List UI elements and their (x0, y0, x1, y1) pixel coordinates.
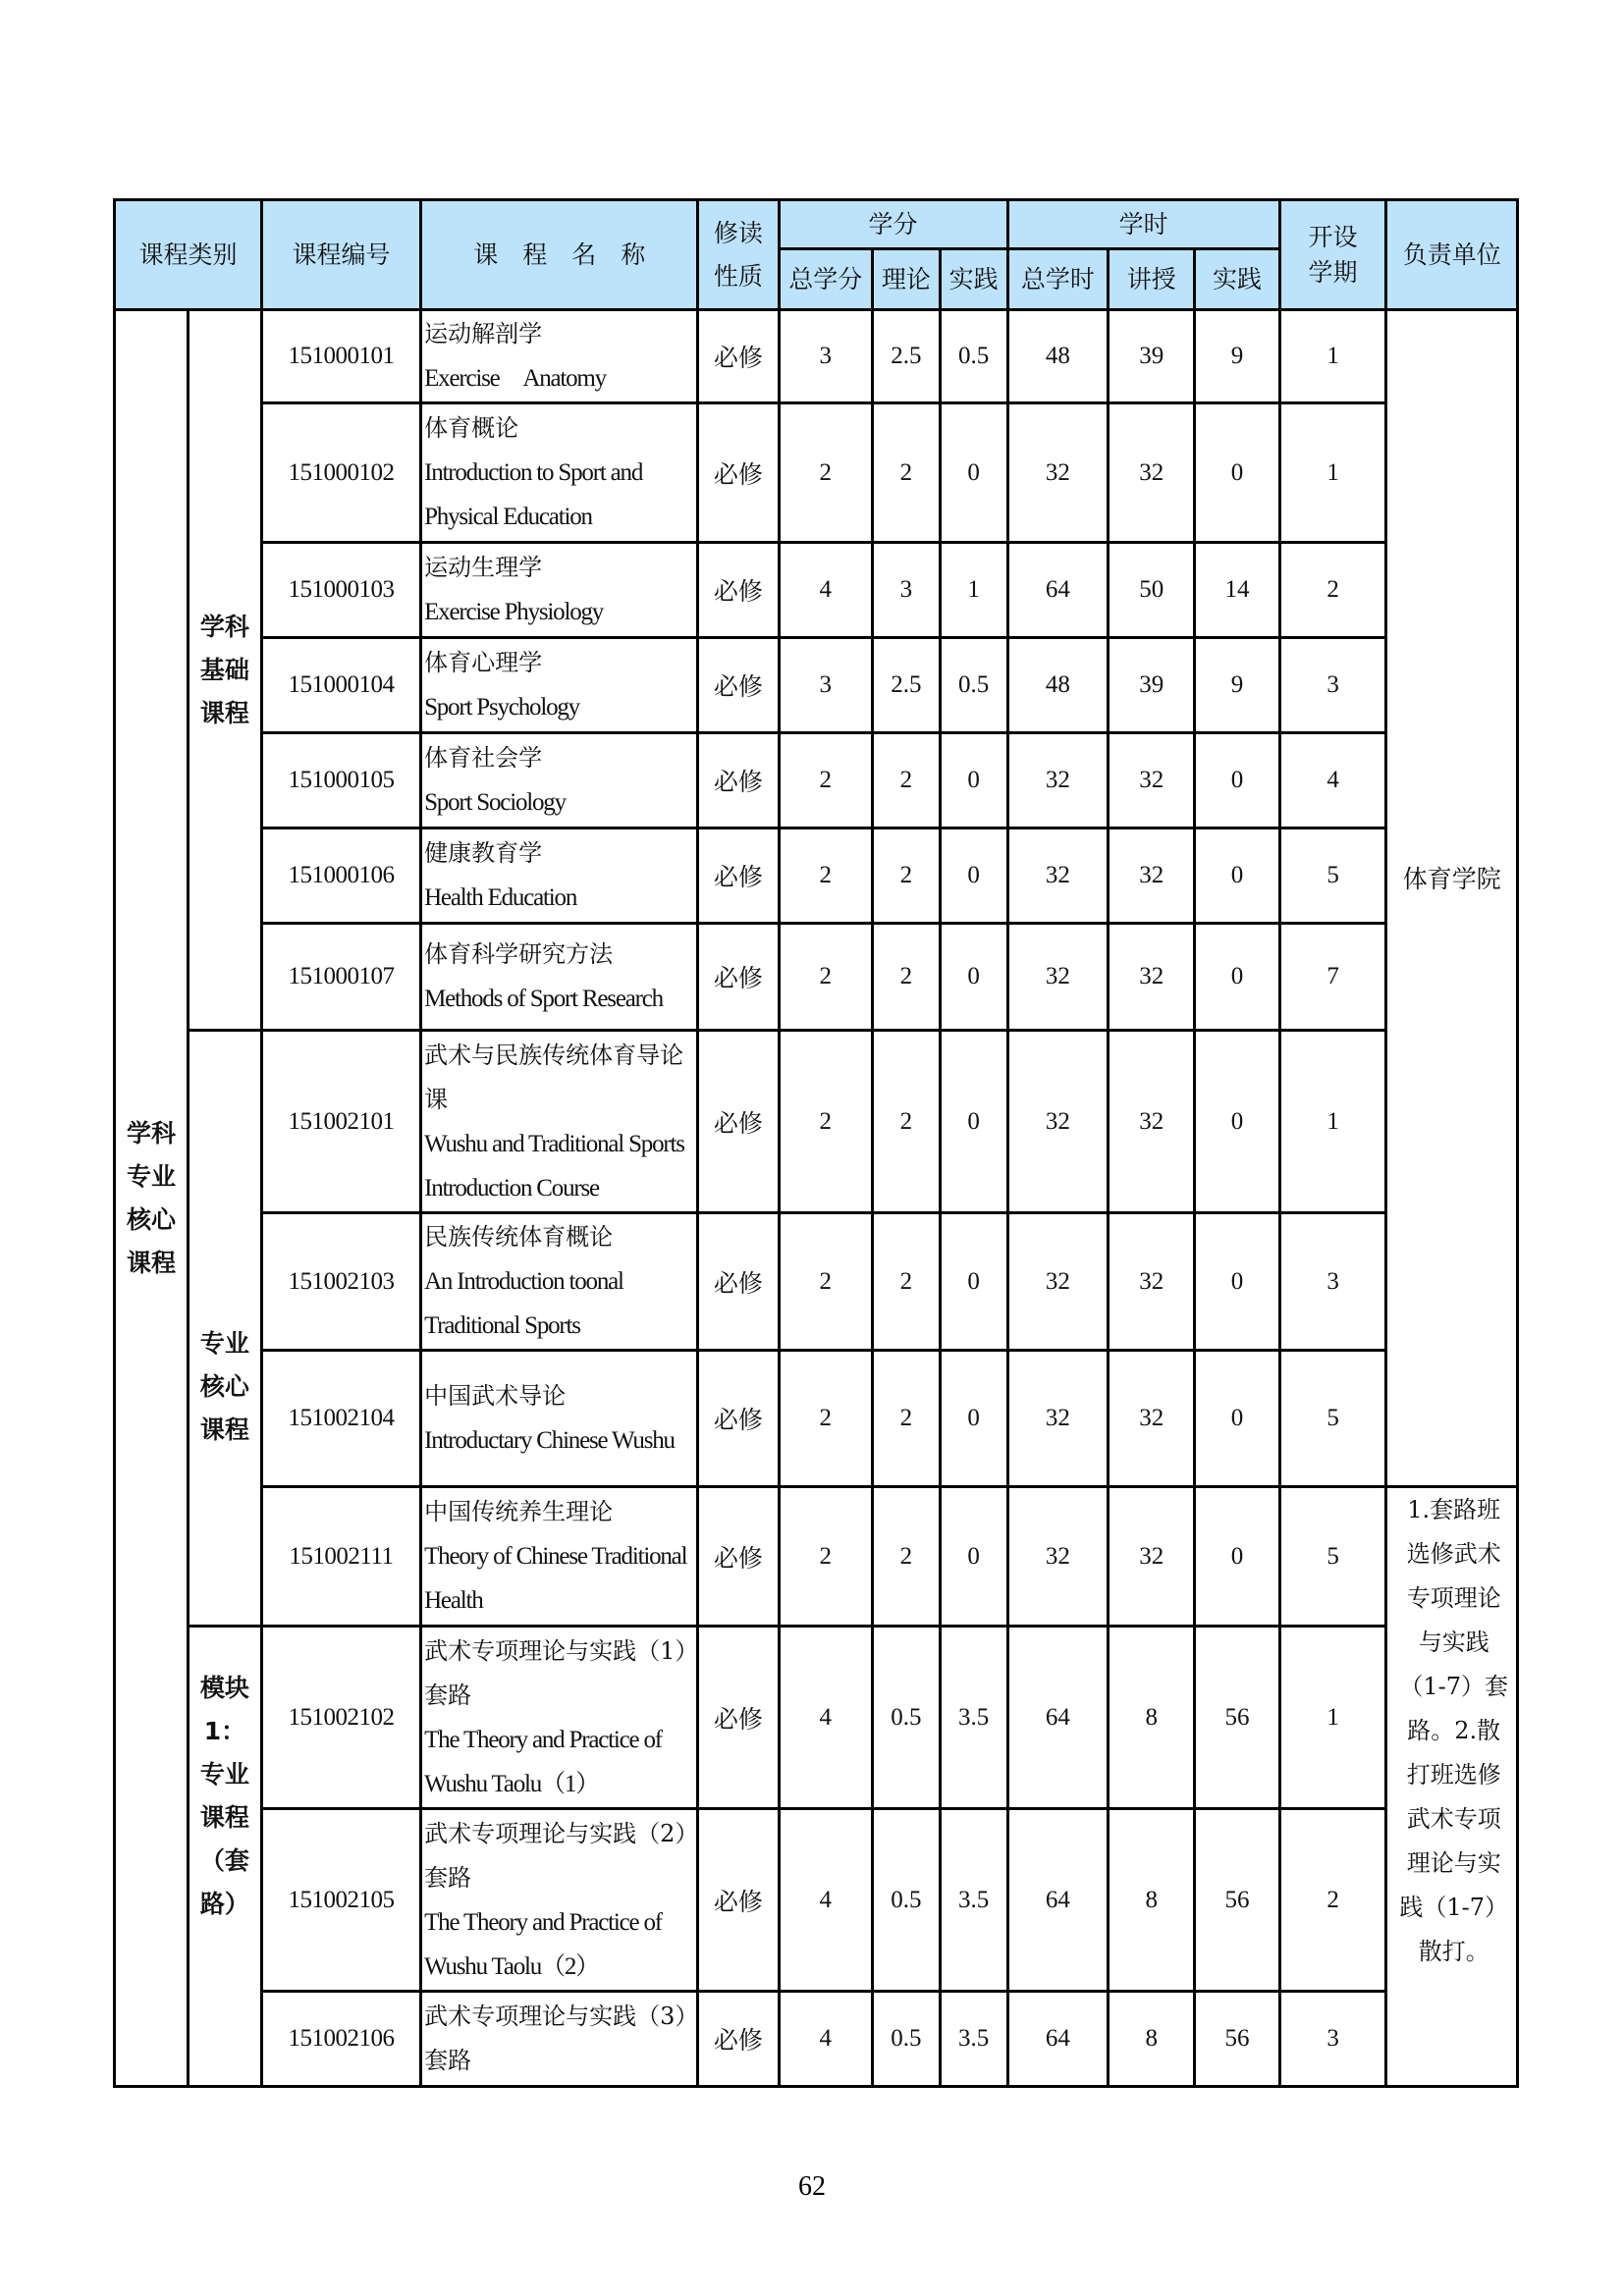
course-name-en: Sport Sociology (424, 789, 566, 816)
course-code: 151002101 (261, 1031, 420, 1213)
course-name-en: Introductary Chinese Wushu (424, 1427, 675, 1454)
course-hours: 32 (1007, 924, 1109, 1031)
course-practice: 0 (940, 403, 1007, 543)
header-department: 负责单位 (1386, 200, 1518, 310)
course-name-en: An Introduction toonal Traditional Sports (424, 1268, 623, 1339)
course-name-zh: 武术专项理论与实践（2）套路 (424, 1819, 687, 1892)
course-semester: 1 (1279, 1627, 1386, 1809)
course-practice: 0 (940, 924, 1007, 1031)
header-name: 课 程 名 称 (421, 200, 698, 310)
course-name-en: Sport Psychology (424, 694, 579, 721)
header-credits-group: 学分 (779, 200, 1007, 249)
course-theory: 2.5 (872, 310, 940, 403)
department-cell: 体育学院 (1386, 310, 1518, 1487)
course-name (421, 924, 698, 1031)
header-credits-theory: 理论 (872, 249, 940, 310)
course-hours-practice: 0 (1195, 1487, 1279, 1627)
course-name-zh: 体育心理学 (424, 649, 543, 676)
course-semester: 1 (1279, 310, 1386, 403)
course-name (421, 1213, 698, 1351)
course-nature: 必修 (698, 1351, 779, 1487)
course-name (421, 733, 698, 828)
course-code: 151002106 (261, 1992, 420, 2087)
page-number: 62 (798, 2171, 826, 2202)
main-category-cell: 学科专业核心课程 (115, 310, 189, 2087)
course-name (421, 1031, 698, 1213)
course-hours: 64 (1007, 1627, 1109, 1809)
course-hours-practice: 0 (1195, 1031, 1279, 1213)
course-credits: 2 (779, 1031, 872, 1213)
course-name-zh: 武术专项理论与实践（1）套路 (424, 1636, 687, 1709)
course-theory: 2 (872, 1351, 940, 1487)
table-row (115, 1992, 1518, 2087)
course-lecture: 39 (1109, 310, 1195, 403)
course-code: 151002111 (261, 1487, 420, 1627)
course-credits: 3 (779, 310, 872, 403)
course-nature: 必修 (698, 638, 779, 733)
course-theory: 0.5 (872, 1627, 940, 1809)
course-lecture: 32 (1109, 733, 1195, 828)
course-theory: 3 (872, 543, 940, 638)
course-nature: 必修 (698, 1487, 779, 1627)
course-hours-practice: 0 (1195, 403, 1279, 543)
course-hours: 32 (1007, 733, 1109, 828)
table-row (115, 828, 1518, 924)
course-code: 151002104 (261, 1351, 420, 1487)
department-note: 1.套路班选修武术专项理论与实践（1-7）套路。2.散打班选修武术专项理论与实践（1-7）散打。 (1399, 1496, 1509, 1965)
course-hours-practice: 0 (1195, 1213, 1279, 1351)
course-name-zh: 健康教育学 (424, 839, 543, 867)
table-row (115, 1487, 1518, 1627)
course-hours: 32 (1007, 1351, 1109, 1487)
course-name (421, 1809, 698, 1992)
course-nature: 必修 (698, 733, 779, 828)
course-credits: 4 (779, 1992, 872, 2087)
course-hours-practice: 9 (1195, 310, 1279, 403)
course-theory: 2 (872, 403, 940, 543)
header-hours-total: 总学时 (1007, 249, 1109, 310)
course-name-zh: 中国武术导论 (424, 1382, 567, 1410)
course-code: 151000102 (261, 403, 420, 543)
header-nature: 修读性质 (698, 200, 779, 310)
course-theory: 2.5 (872, 638, 940, 733)
course-credits: 4 (779, 543, 872, 638)
course-name-zh: 体育科学研究方法 (424, 940, 614, 968)
course-hours-practice: 0 (1195, 733, 1279, 828)
table-row (115, 403, 1518, 543)
course-practice: 0 (940, 828, 1007, 924)
header-code: 课程编号 (261, 200, 420, 310)
table-row (115, 1627, 1518, 1809)
course-semester: 2 (1279, 543, 1386, 638)
table-row (115, 1213, 1518, 1351)
course-hours-practice: 9 (1195, 638, 1279, 733)
course-semester: 5 (1279, 1351, 1386, 1487)
course-name-en: Theory of Chinese Traditional Health (424, 1543, 687, 1614)
course-lecture: 8 (1109, 1992, 1195, 2087)
course-practice: 0 (940, 1351, 1007, 1487)
course-code: 151000106 (261, 828, 420, 924)
course-name-en: The Theory and Practice of Wushu Taolu（1） (424, 1726, 685, 1797)
course-practice: 0 (940, 1213, 1007, 1351)
course-credits: 2 (779, 828, 872, 924)
table-row (115, 924, 1518, 1031)
course-hours-practice: 0 (1195, 924, 1279, 1031)
course-name-en: Introduction to Sport and Physical Education (424, 459, 643, 530)
course-lecture: 32 (1109, 1031, 1195, 1213)
course-name-zh: 武术专项理论与实践（3）套路 (424, 2002, 687, 2074)
course-lecture: 32 (1109, 828, 1195, 924)
table-row (115, 1031, 1518, 1213)
course-name (421, 403, 698, 543)
course-hours: 32 (1007, 1487, 1109, 1627)
course-nature: 必修 (698, 1809, 779, 1992)
course-semester: 5 (1279, 828, 1386, 924)
course-name (421, 543, 698, 638)
table-row (115, 638, 1518, 733)
course-lecture: 50 (1109, 543, 1195, 638)
course-credits: 2 (779, 733, 872, 828)
course-hours: 48 (1007, 310, 1109, 403)
course-name-en: Exercise Anatomy (424, 365, 606, 392)
course-theory: 0.5 (872, 1809, 940, 1992)
course-nature: 必修 (698, 924, 779, 1031)
course-theory: 2 (872, 1031, 940, 1213)
course-practice: 0.5 (940, 310, 1007, 403)
header-credits-total: 总学分 (779, 249, 872, 310)
course-nature: 必修 (698, 828, 779, 924)
course-credits: 4 (779, 1627, 872, 1809)
course-hours: 32 (1007, 1213, 1109, 1351)
course-semester: 3 (1279, 1992, 1386, 2087)
course-name (421, 310, 698, 403)
course-hours-practice: 0 (1195, 1351, 1279, 1487)
course-practice: 0.5 (940, 638, 1007, 733)
course-hours-practice: 14 (1195, 543, 1279, 638)
course-name-zh: 民族传统体育概论 (424, 1223, 614, 1251)
table-row (115, 310, 1518, 403)
course-hours: 48 (1007, 638, 1109, 733)
course-theory: 2 (872, 733, 940, 828)
course-semester: 7 (1279, 924, 1386, 1031)
course-name-zh: 中国传统养生理论 (424, 1498, 614, 1525)
course-theory: 2 (872, 828, 940, 924)
table-row (115, 543, 1518, 638)
header-hours-group: 学时 (1007, 200, 1279, 249)
header-category: 课程类别 (115, 200, 262, 310)
course-name (421, 1351, 698, 1487)
course-credits: 2 (779, 1213, 872, 1351)
course-semester: 2 (1279, 1809, 1386, 1992)
course-practice: 3.5 (940, 1809, 1007, 1992)
course-hours: 32 (1007, 828, 1109, 924)
header-hours-lecture: 讲授 (1109, 249, 1195, 310)
course-nature: 必修 (698, 310, 779, 403)
course-practice: 0 (940, 1487, 1007, 1627)
course-lecture: 32 (1109, 1487, 1195, 1627)
header-credits-practice: 实践 (940, 249, 1007, 310)
course-hours: 32 (1007, 1031, 1109, 1213)
course-practice: 3.5 (940, 1627, 1007, 1809)
course-name-en: Wushu and Traditional Sports Introduction Course (424, 1130, 684, 1201)
course-semester: 4 (1279, 733, 1386, 828)
course-code: 151002105 (261, 1809, 420, 1992)
course-practice: 0 (940, 733, 1007, 828)
course-nature: 必修 (698, 1992, 779, 2087)
course-code: 151000107 (261, 924, 420, 1031)
course-credits: 2 (779, 1487, 872, 1627)
course-code: 151002102 (261, 1627, 420, 1809)
course-table-body (115, 310, 1518, 2087)
course-credits: 3 (779, 638, 872, 733)
course-nature: 必修 (698, 1031, 779, 1213)
course-practice: 0 (940, 1031, 1007, 1213)
course-code: 151000104 (261, 638, 420, 733)
course-credits: 2 (779, 1351, 872, 1487)
course-practice: 3.5 (940, 1992, 1007, 2087)
course-semester: 3 (1279, 1213, 1386, 1351)
course-credits: 2 (779, 924, 872, 1031)
course-theory: 2 (872, 1213, 940, 1351)
course-theory: 2 (872, 1487, 940, 1627)
course-lecture: 32 (1109, 1213, 1195, 1351)
course-hours-practice: 56 (1195, 1809, 1279, 1992)
course-name-en: The Theory and Practice of Wushu Taolu（2） (424, 1908, 685, 1980)
course-name-en: Health Education (424, 884, 577, 911)
course-nature: 必修 (698, 1627, 779, 1809)
subcategory-core-cell: 专业核心课程 (188, 1031, 261, 1627)
course-name-zh: 体育概论 (424, 414, 519, 442)
subcategory-module1-cell: 模块1：专业课程（套路） (188, 1627, 261, 2087)
course-name (421, 1487, 698, 1627)
course-hours: 32 (1007, 403, 1109, 543)
header-hours-practice: 实践 (1195, 249, 1279, 310)
course-lecture: 8 (1109, 1809, 1195, 1992)
course-table (113, 198, 1519, 2088)
course-nature: 必修 (698, 543, 779, 638)
course-hours: 64 (1007, 1809, 1109, 1992)
course-name-en: Exercise Physiology (424, 599, 604, 625)
course-hours: 64 (1007, 1992, 1109, 2087)
header-semester: 开设学期 (1279, 200, 1386, 310)
course-semester: 5 (1279, 1487, 1386, 1627)
course-hours-practice: 56 (1195, 1627, 1279, 1809)
course-name (421, 638, 698, 733)
course-name-zh: 体育社会学 (424, 744, 543, 772)
course-name (421, 1627, 698, 1809)
table-row (115, 733, 1518, 828)
course-semester: 1 (1279, 1031, 1386, 1213)
course-semester: 1 (1279, 403, 1386, 543)
course-nature: 必修 (698, 1213, 779, 1351)
course-lecture: 32 (1109, 924, 1195, 1031)
course-hours-practice: 56 (1195, 1992, 1279, 2087)
course-nature: 必修 (698, 403, 779, 543)
course-semester: 3 (1279, 638, 1386, 733)
course-code: 151000105 (261, 733, 420, 828)
course-theory: 2 (872, 924, 940, 1031)
course-code: 151002103 (261, 1213, 420, 1351)
table-row (115, 1351, 1518, 1487)
course-code: 151000103 (261, 543, 420, 638)
course-code: 151000101 (261, 310, 420, 403)
course-lecture: 39 (1109, 638, 1195, 733)
course-lecture: 32 (1109, 1351, 1195, 1487)
course-name-zh: 运动解剖学 (424, 320, 543, 347)
header-row-1 (115, 200, 1518, 249)
course-credits: 4 (779, 1809, 872, 1992)
course-lecture: 32 (1109, 403, 1195, 543)
course-hours-practice: 0 (1195, 828, 1279, 924)
course-name-en: Methods of Sport Research (424, 986, 663, 1012)
department-note-cell (1386, 1487, 1518, 2087)
course-hours: 64 (1007, 543, 1109, 638)
subcategory-basic-cell: 学科基础课程 (188, 310, 261, 1031)
course-name (421, 1992, 698, 2087)
course-theory: 0.5 (872, 1992, 940, 2087)
course-name-zh: 武术与民族传统体育导论课 (424, 1041, 684, 1113)
course-lecture: 8 (1109, 1627, 1195, 1809)
course-name-zh: 运动生理学 (424, 554, 543, 581)
course-credits: 2 (779, 403, 872, 543)
course-practice: 1 (940, 543, 1007, 638)
course-name (421, 828, 698, 924)
table-row (115, 1809, 1518, 1992)
